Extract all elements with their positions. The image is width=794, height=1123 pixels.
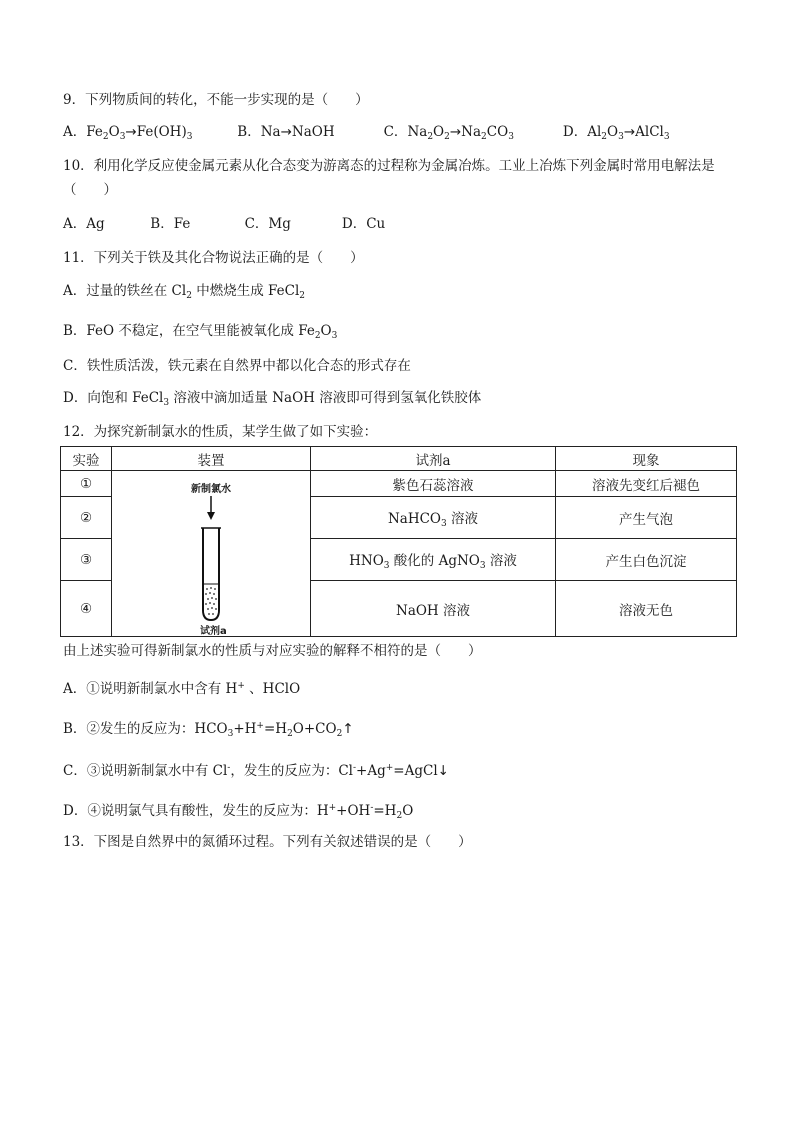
q12-option-c[interactable]: C．③说明新制氯水中有 Cl-，发生的反应为：Cl-+Ag+=AgCl↓ (63, 763, 449, 779)
q9-stem: 9．下列物质间的转化，不能一步实现的是（ ） (63, 92, 369, 108)
q10-stem-line1: 10．利用化学反应使金属元素从化合态变为游离态的过程称为金属冶炼。工业上冶炼下列金属时常用电解法是 (63, 158, 715, 174)
up-arrow-icon: ↑ (342, 721, 354, 737)
q11-option-c[interactable]: C．铁性质活泼，铁元素在自然界中都以化合态的形式存在 (63, 358, 411, 374)
q10-options (63, 214, 385, 234)
q12-option-a[interactable]: A．①说明新制氯水中含有 H+ 、HClO (63, 681, 301, 697)
table-header-row (61, 447, 737, 471)
table-header-cell: 试剂a (311, 447, 556, 471)
q11-option-d[interactable]: D．向饱和 FeCl$_3$ 溶液中滴加适量 NaOH 溶液即可得到氢氧化铁胶体 (63, 390, 482, 408)
row-id: ① (61, 471, 112, 497)
phenomenon-cell: 产生气泡 (556, 497, 737, 539)
arrow-icon: → (125, 124, 137, 140)
q10-option-d[interactable]: D．Cu (341, 216, 386, 232)
table-row (61, 471, 737, 497)
q12-option-b[interactable]: B．②发生的反应为：$HCO_3+H^+=H_2O+CO_2↑$ (63, 721, 354, 739)
phenomenon-cell: 溶液先变红后褪色 (556, 471, 737, 497)
apparatus-bottom-label: 试剂a (200, 625, 227, 637)
q11-option-a[interactable]: A．过量的铁丝在 $Cl_2$ 中燃烧生成 FeCl$_2$ (63, 283, 306, 301)
arrow-icon: → (449, 124, 462, 140)
q11-stem: 11．下列关于铁及其化合物说法正确的是（ ） (63, 250, 364, 266)
reagent-cell: NaOH 溶液 (311, 581, 556, 637)
q11-option-b[interactable]: B．FeO 不稳定，在空气里能被氧化成 $Fe_2O_3$ (63, 323, 338, 341)
q12-question: 由上述实验可得新制氯水的性质与对应实验的解释不相符的是（ ） (63, 643, 482, 659)
q9-option-a[interactable]: A．$Fe_2O_3\to Fe(OH)_3$ (63, 124, 193, 142)
q10-option-c[interactable]: C．Mg (244, 216, 291, 232)
arrow-icon: → (623, 124, 636, 140)
q10-option-a[interactable]: A．Ag (63, 216, 105, 232)
table-header-cell: 实验 (61, 447, 112, 471)
q12-stem: 12．为探究新制氯水的性质，某学生做了如下实验： (63, 424, 378, 440)
table-header-cell: 装置 (112, 447, 311, 471)
row-id: ② (61, 497, 112, 539)
apparatus-cell (112, 471, 311, 637)
q9-option-b[interactable]: B．Na→NaOH (237, 124, 335, 140)
table-header-cell: 现象 (556, 447, 737, 471)
phenomenon-cell: 产生白色沉淀 (556, 539, 737, 581)
q12-option-d[interactable]: D．④说明氯气具有酸性，发生的反应为：$H^++OH^-=H_2O$ (63, 803, 414, 821)
q10-stem-line2: （ ） (63, 182, 117, 198)
apparatus-top-label: 新制氯水 (191, 483, 231, 495)
test-tube-icon (112, 472, 310, 636)
reagent-cell: 紫色石蕊溶液 (311, 471, 556, 497)
q9-option-d[interactable]: D．$Al_2O_3\to AlCl_3$ (562, 124, 670, 142)
test-tube-apparatus (112, 472, 310, 636)
q9-option-c[interactable]: C．$Na_2O_2\to Na_2CO_3$ (383, 124, 514, 142)
arrow-icon: → (280, 124, 292, 140)
down-arrow-icon: ↓ (437, 763, 449, 779)
q13-stem: 13．下图是自然界中的氮循环过程。下列有关叙述错误的是（ ） (63, 834, 472, 850)
phenomenon-cell: 溶液无色 (556, 581, 737, 637)
experiment-table (60, 446, 737, 637)
q9-options (63, 122, 670, 147)
reagent-cell: $HNO_3$ 酸化的 AgNO$_3$ 溶液 (311, 539, 556, 581)
row-id: ③ (61, 539, 112, 581)
row-id: ④ (61, 581, 112, 637)
q10-option-b[interactable]: B．Fe (150, 216, 191, 232)
reagent-cell: NaHCO$_3$ 溶液 (311, 497, 556, 539)
